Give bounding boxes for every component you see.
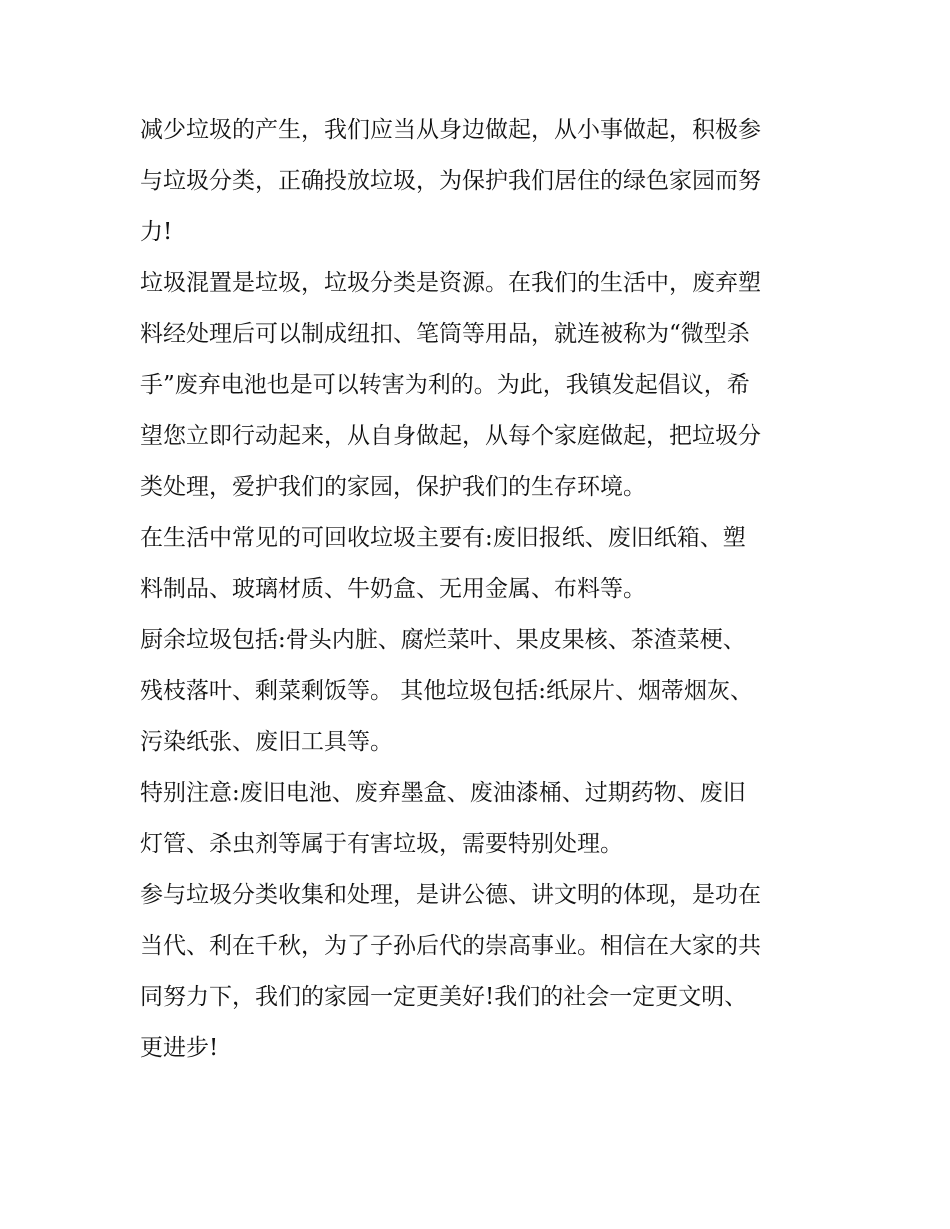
text-line: 料经处理后可以制成纽扣、笔筒等用品，就连被称为“微型杀 xyxy=(140,321,750,347)
text-line: 类处理，爱护我们的家园，保护我们的生存环境。 xyxy=(140,474,646,500)
text-line: 参与垃圾分类收集和处理，是讲公德、讲文明的体现，是功在 xyxy=(140,882,761,908)
text-line: 力! xyxy=(140,219,173,245)
document-body xyxy=(140,105,812,1074)
text-line: 望您立即行动起来，从自身做起，从每个家庭做起，把垃圾分 xyxy=(140,423,761,449)
text-line: 与垃圾分类，正确投放垃圾，为保护我们居住的绿色家园而努 xyxy=(140,168,761,194)
text-line: 特别注意:废旧电池、废弃墨盒、废油漆桶、过期药物、废旧 xyxy=(140,780,746,806)
text-line: 污染纸张、废旧工具等。 xyxy=(140,729,393,755)
text-line: 手”废弃电池也是可以转害为利的。为此，我镇发起倡议，希 xyxy=(140,372,750,398)
text-line: 更进步! xyxy=(140,1035,219,1061)
text-line: 料制品、玻璃材质、牛奶盒、无用金属、布料等。 xyxy=(140,576,646,602)
text-line: 当代、利在千秋，为了子孙后代的崇高事业。相信在大家的共 xyxy=(140,933,761,959)
text-line: 灯管、杀虫剂等属于有害垃圾，需要特别处理。 xyxy=(140,831,623,857)
text-line: 在生活中常见的可回收垃圾主要有:废旧报纸、废旧纸箱、塑 xyxy=(140,525,746,551)
text-line: 减少垃圾的产生，我们应当从身边做起，从小事做起，积极参 xyxy=(140,117,761,143)
text-line: 残枝落叶、剩菜剩饭等。 其他垃圾包括:纸尿片、烟蒂烟灰、 xyxy=(140,678,754,704)
text-line: 垃圾混置是垃圾，垃圾分类是资源。在我们的生活中，废弃塑 xyxy=(140,270,761,296)
text-line: 同努力下，我们的家园一定更美好!我们的社会一定更文明、 xyxy=(140,984,748,1010)
text-line: 厨余垃圾包括:骨头内脏、腐烂菜叶、果皮果核、茶渣菜梗、 xyxy=(140,627,746,653)
